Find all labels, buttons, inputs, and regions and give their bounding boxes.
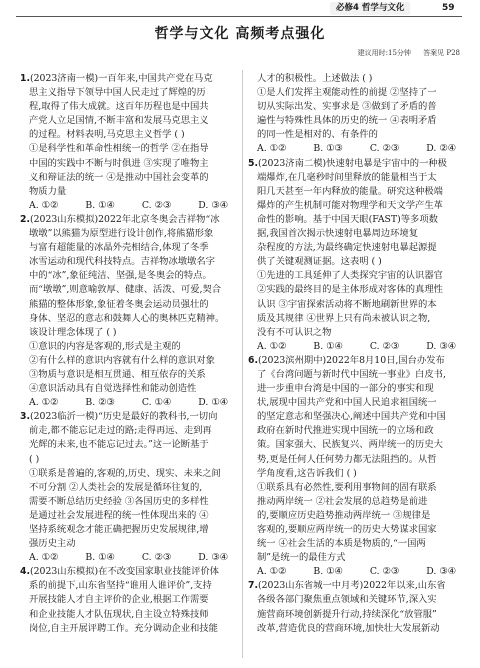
text-line: 了《台湾问题与新时代中国统一事业》白皮书, bbox=[257, 368, 446, 380]
text-line: ④意识活动具有自觉选择性和能动创造性 bbox=[29, 383, 197, 395]
question-line bbox=[20, 565, 238, 579]
text-line: 切从实际出发、实事求是 ③做到了矛盾的普 bbox=[257, 101, 437, 113]
text-line: ②实践的最终目的是主体形成对客体的真理性 bbox=[257, 284, 443, 296]
question-number: 3. bbox=[20, 411, 31, 423]
question-text: (2023山东省城一中月考)2022年以来,山东省 bbox=[258, 580, 446, 592]
right-column bbox=[248, 72, 466, 636]
page-header bbox=[0, 0, 480, 20]
question-number: 4. bbox=[20, 566, 31, 578]
question-number: 6. bbox=[248, 354, 259, 366]
answer-options bbox=[20, 396, 238, 410]
question-text: (2023济南一模)一百年来,中国共产党在马克 bbox=[30, 73, 213, 84]
answer-option: A. ①② bbox=[257, 566, 287, 578]
text-line: 而“墩墩”,则意喻敦厚、健康、活泼、可爱,契合 bbox=[29, 284, 222, 296]
text-line: 学角度看,这告诉我们 ( ) bbox=[257, 467, 357, 479]
text-line: 质及其规律 ④世界上只有尚未被认识之物, bbox=[257, 312, 431, 324]
text-line: 的过程。材料表明,马克思主义哲学 ( ) bbox=[29, 129, 185, 141]
answer-option: C. ②③ bbox=[141, 552, 172, 564]
answer-option: C. ②③ bbox=[369, 566, 400, 578]
text-line: 熊猫的整体形象,象征着冬奥会运动员强壮的 bbox=[29, 298, 209, 310]
text-line: 遍性与特殊性具体的历史的统一 ④表明矛盾 bbox=[257, 115, 437, 127]
text-line: 中的“冰”,象征纯洁、坚强,是冬奥会的特点。 bbox=[29, 270, 212, 282]
question-number: 7. bbox=[248, 580, 259, 592]
meta-line bbox=[348, 48, 460, 58]
time-suggestion: 建议用时:15分钟 bbox=[357, 49, 411, 57]
answer-option: C. ②③ bbox=[141, 199, 172, 211]
answer-options bbox=[20, 551, 238, 565]
header-rule bbox=[16, 16, 462, 17]
answer-option: B. ①④ bbox=[313, 340, 343, 352]
answer-option: C. ①④ bbox=[141, 397, 172, 409]
text-line: 需要不断总结历史经验 ③各国历史的多样性 bbox=[29, 495, 209, 507]
answer-options bbox=[248, 565, 466, 579]
text-line: 身体、坚忍的意志和鼓舞人心的奥林匹克精神。 bbox=[29, 312, 225, 324]
answer-option: D. ③④ bbox=[198, 199, 228, 211]
text-line: 产党人立足国情,不断丰富和发展马克思主义 bbox=[29, 115, 209, 127]
text-line: 墩墩”以熊猫为原型进行设计创作,将熊猫形象 bbox=[29, 228, 214, 240]
question-number: 1. bbox=[20, 73, 31, 84]
question-text: (2023山东模拟)在不改变国家职业技能评价体 bbox=[30, 566, 219, 578]
text-line: ①联系具有必然性,要利用事物间的固有联系 bbox=[257, 481, 437, 493]
answer-option: D. ①④ bbox=[198, 397, 228, 409]
text-line: 与富有超能量的冰晶外壳相结合,体现了冬季 bbox=[29, 242, 209, 254]
text-line: 岗位,自主开展评聘工作。充分调动企业和技能 bbox=[29, 622, 218, 634]
answer-option: D. ③④ bbox=[426, 566, 456, 578]
text-line: 是通过社会发展进程的统一性体现出来的 ④ bbox=[29, 509, 209, 521]
answer-options bbox=[248, 340, 466, 354]
text-line: 的,要顺应历史趋势推动两岸统一 ③规律是 bbox=[257, 509, 431, 521]
text-line: 推动两岸统一 ②社会发展的总趋势是前进 bbox=[257, 495, 428, 507]
question-number: 5. bbox=[248, 157, 259, 169]
text-line: 没有不可认识之物 bbox=[257, 326, 332, 338]
question-text: (2023滨州期中)2022年8月10日,国台办发布 bbox=[258, 354, 445, 366]
text-line: 施营商环境创新提升行动,持续深化“放管服” bbox=[257, 608, 437, 620]
text-line: 义和辩证法的统一 ④是推动中国社会变革的 bbox=[29, 171, 209, 183]
answer-option: D. ③④ bbox=[198, 552, 228, 564]
text-line: 客观的,要顺应两岸统一的历史大势谋求国家 bbox=[257, 524, 437, 535]
answer-option: A. ①② bbox=[257, 143, 287, 155]
answer-options bbox=[20, 199, 238, 213]
answer-reference: 答案见 P28 bbox=[423, 49, 460, 57]
text-line: 供了关键观测证据。这表明 ( ) bbox=[257, 256, 382, 268]
text-line: 状,展现中国共产党和中国人民追求祖国统一 bbox=[257, 397, 437, 409]
text-line: 策。国家强大、民族复兴、两岸统一的历史大 bbox=[257, 439, 443, 451]
text-line: 冰雪运动和现代科技特点。吉祥物冰墩墩名字 bbox=[29, 256, 215, 268]
text-line: ③物质与意识是相互贯通、相互依存的关系 bbox=[29, 368, 206, 380]
answer-option: B. ①④ bbox=[313, 566, 343, 578]
text-line: 进一步重申台湾是中国的一部分的事实和现 bbox=[257, 383, 434, 395]
text-line: 光辉的未来,也不能忘记过去。”这一论断基于 bbox=[29, 439, 209, 451]
answer-option: D. ③④ bbox=[426, 340, 456, 352]
answer-option: B. ②③ bbox=[85, 397, 115, 409]
answer-option: A. ①② bbox=[29, 199, 59, 211]
text-line: 系的前提下,山东省坚持“谁用人谁评价”,支持 bbox=[29, 580, 212, 592]
text-line: 思主义指导下领导中国人民走过了辉煌的历 bbox=[29, 87, 206, 99]
text-line: 坚持系统观念才能正确把握历史发展规律,增 bbox=[29, 524, 209, 535]
question-line bbox=[248, 354, 466, 368]
text-line: 统一 ④社会生活的本质是物质的,“一国两 bbox=[257, 538, 426, 550]
text-line: 端爆炸,在几毫秒时间里释放的能量相当于太 bbox=[257, 171, 437, 183]
text-line: ①联系是普遍的,客观的,历史、现实、未来之间 bbox=[29, 467, 221, 479]
text-line: 制”是统一的最佳方式 bbox=[257, 552, 346, 564]
text-line: 阳几天甚至一年内释放的能量。研究这种极端 bbox=[257, 185, 443, 197]
text-line: 人才的积极性。上述做法 ( ) bbox=[257, 73, 373, 84]
question-text: (2023临沂一模)“历史是最好的教科书,一切向 bbox=[30, 411, 218, 423]
text-line: 政府在新时代推进实现中国统一的立场和政 bbox=[257, 425, 434, 437]
text-line: 的坚定意志和坚强决心,阐述中国共产党和中国 bbox=[257, 411, 446, 423]
text-line: 各级各部门聚焦重点领域和关键环节,深入实 bbox=[257, 594, 437, 606]
text-line: ( ) bbox=[29, 453, 40, 465]
question-number: 2. bbox=[20, 213, 31, 225]
question-line bbox=[20, 213, 238, 227]
text-line: 爆炸的产生机制可能对物理学和天文学产生革 bbox=[257, 199, 443, 211]
column-divider bbox=[242, 70, 243, 658]
answer-option: A. ①② bbox=[29, 397, 59, 409]
text-line: 前走,都不能忘记走过的路;走得再远、走到再 bbox=[29, 425, 212, 437]
text-line: 不可分割 ②人类社会的发展是循环往复的, bbox=[29, 481, 203, 493]
text-line: ①是人们发挥主观能动性的前提 ②坚持了一 bbox=[257, 87, 437, 99]
text-line: 杂程度的方法,为最终确定快速射电暴起源提 bbox=[257, 242, 437, 254]
text-line: 的同一性是相对的、有条件的 bbox=[257, 129, 378, 141]
text-line: 改革,营造优良的营商环境,加快壮大发展新动 bbox=[257, 622, 440, 634]
question-line bbox=[20, 410, 238, 424]
answer-option: D. ②④ bbox=[426, 143, 456, 155]
text-line: 命性的影响。基于中国天眼(FAST)等多项数 bbox=[257, 213, 438, 225]
question-line bbox=[248, 157, 466, 171]
page-title: 哲学与文化 高频考点强化 bbox=[154, 26, 326, 42]
text-line: 认识 ③宇宙探索活动将不断地刷新世界的本 bbox=[257, 298, 437, 310]
text-line: 势,更是任何人任何势力都无法阻挡的。从哲 bbox=[257, 453, 437, 465]
text-line: 中国的实践中不断与时俱进 ③实现了唯物主 bbox=[29, 157, 209, 169]
left-column bbox=[20, 72, 238, 636]
page-number: 59 bbox=[442, 3, 455, 13]
text-line: 强历史主动 bbox=[29, 538, 76, 550]
question-line bbox=[248, 579, 466, 593]
section-label: 必修4 哲学与文化 bbox=[330, 2, 410, 15]
text-line: 据,我国首次揭示快速射电暴周边环境复 bbox=[257, 228, 419, 240]
text-line: 和企业技能人才队伍现状,自主设立特殊技师 bbox=[29, 608, 209, 620]
text-line: ②有什么样的意识内容就有什么样的意识对象 bbox=[29, 354, 215, 366]
answer-option: B. ①③ bbox=[313, 143, 343, 155]
answer-option: A. ①② bbox=[29, 552, 59, 564]
question-line bbox=[20, 72, 238, 86]
answer-option: B. ①④ bbox=[85, 199, 115, 211]
text-line: ①意识的内容是客观的,形式是主观的 bbox=[29, 340, 181, 352]
text-line: ①先进的工具延伸了人类探究宇宙的认识器官 bbox=[257, 270, 443, 282]
text-line: ①是科学性和革命性相统一的哲学 ②在指导 bbox=[29, 143, 209, 155]
text-line: 开展技能人才自主评价的企业,根据工作需要 bbox=[29, 594, 209, 606]
answer-option: A. ①② bbox=[257, 340, 287, 352]
question-text: (2023山东模拟)2022年北京冬奥会吉祥物“冰 bbox=[30, 213, 220, 225]
answer-option: B. ①④ bbox=[85, 552, 115, 564]
question-text: (2023济南二模)快速射电暴是宇宙中的一种极 bbox=[258, 157, 447, 169]
text-line: 物质力量 bbox=[29, 185, 67, 197]
text-line: 该设计理念体现了 ( ) bbox=[29, 326, 117, 338]
answer-option: C. ②③ bbox=[369, 340, 400, 352]
text-line: 程,取得了伟大成就。这百年历程也是中国共 bbox=[29, 101, 209, 113]
answer-options bbox=[248, 142, 466, 156]
answer-option: C. ②③ bbox=[369, 143, 400, 155]
